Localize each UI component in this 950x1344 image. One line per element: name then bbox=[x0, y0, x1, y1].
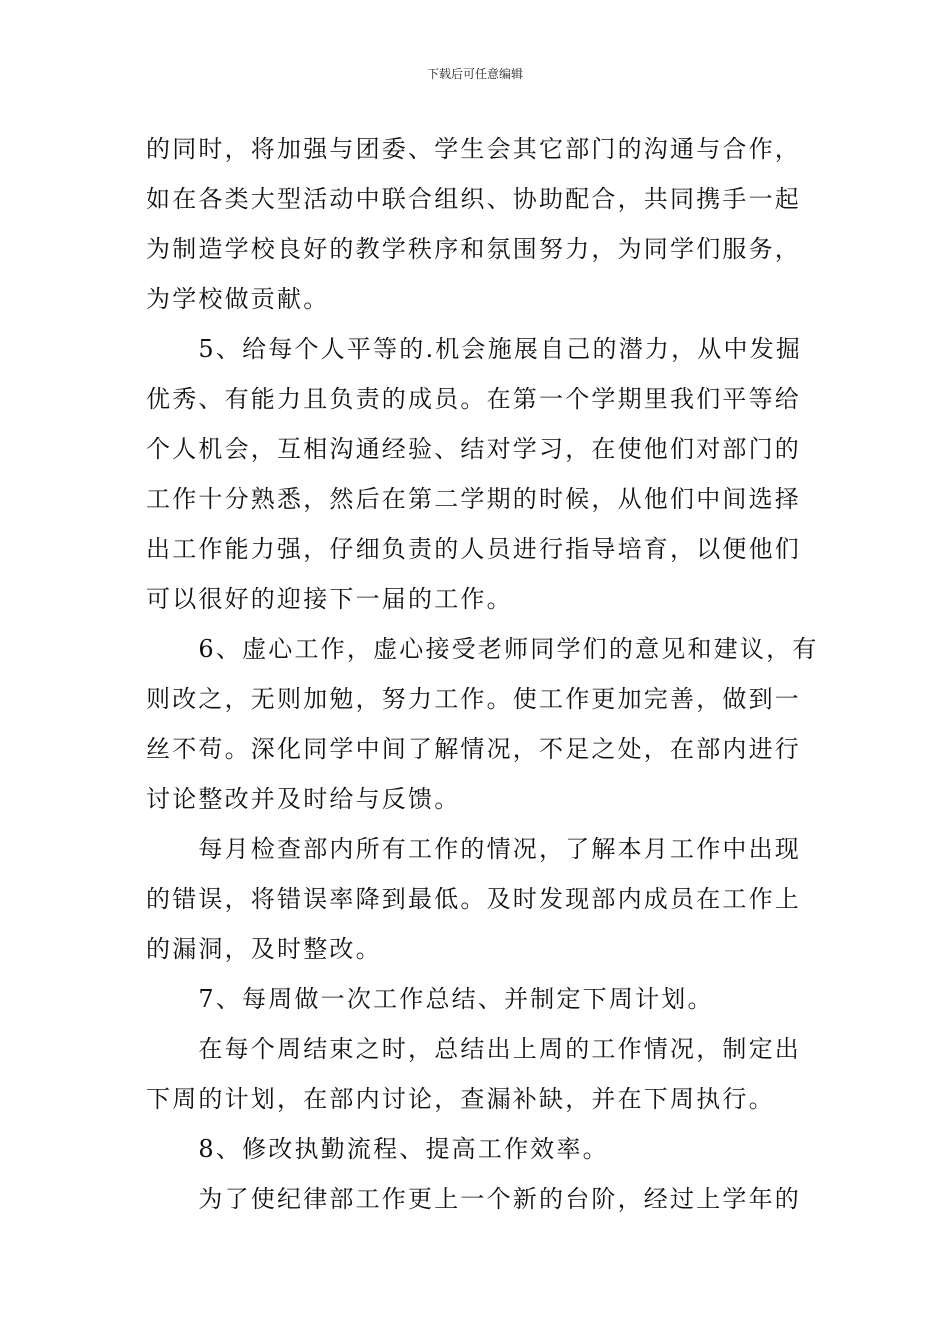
page-header-note: 下载后可任意编辑 bbox=[426, 67, 523, 81]
text-line: 为了使纪律部工作更上一个新的台阶，经过上学年的 bbox=[146, 1185, 801, 1213]
text-line: 8、修改执勤流程、提高工作效率。 bbox=[146, 1135, 609, 1163]
text-line: 丝不苟。深化同学中间了解情况，不足之处，在部内进行 bbox=[146, 735, 801, 763]
text-line: 的错误，将错误率降到最低。及时发现部内成员在工作上 bbox=[146, 885, 801, 913]
text-line: 在每个周结束之时，总结出上周的工作情况，制定出 bbox=[146, 1035, 801, 1063]
text-line: 工作十分熟悉，然后在第二学期的时候，从他们中间选择 bbox=[146, 485, 801, 513]
text-line: 为制造学校良好的教学秩序和氛围努力，为同学们服务， bbox=[146, 235, 801, 263]
text-line: 为学校做贡献。 bbox=[146, 285, 330, 313]
text-line: 下周的计划，在部内讨论，查漏补缺，并在下周执行。 bbox=[146, 1085, 775, 1113]
text-line: 如在各类大型活动中联合组织、协助配合，共同携手一起 bbox=[146, 185, 801, 213]
text-line: 6、虚心工作，虚心接受老师同学们的意见和建议，有 bbox=[146, 635, 819, 663]
text-line: 的同时，将加强与团委、学生会其它部门的沟通与合作， bbox=[146, 135, 801, 163]
text-line: 的漏洞，及时整改。 bbox=[146, 935, 382, 963]
text-line: 可以很好的迎接下一届的工作。 bbox=[146, 585, 513, 613]
text-line: 出工作能力强，仔细负责的人员进行指导培育，以便他们 bbox=[146, 535, 801, 563]
text-line: 每月检查部内所有工作的情况，了解本月工作中出现 bbox=[146, 835, 801, 863]
text-line: 优秀、有能力且负责的成员。在第一个学期里我们平等给 bbox=[146, 385, 801, 413]
text-line: 5、给每个人平等的.机会施展自己的潜力，从中发掘 bbox=[146, 335, 803, 363]
document-body bbox=[146, 124, 819, 1224]
text-line: 讨论整改并及时给与反馈。 bbox=[146, 785, 461, 813]
text-line: 7、每周做一次工作总结、并制定下周计划。 bbox=[146, 985, 714, 1013]
text-line: 个人机会，互相沟通经验、结对学习，在使他们对部门的 bbox=[146, 435, 801, 463]
text-line: 则改之，无则加勉，努力工作。使工作更加完善，做到一 bbox=[146, 685, 801, 713]
